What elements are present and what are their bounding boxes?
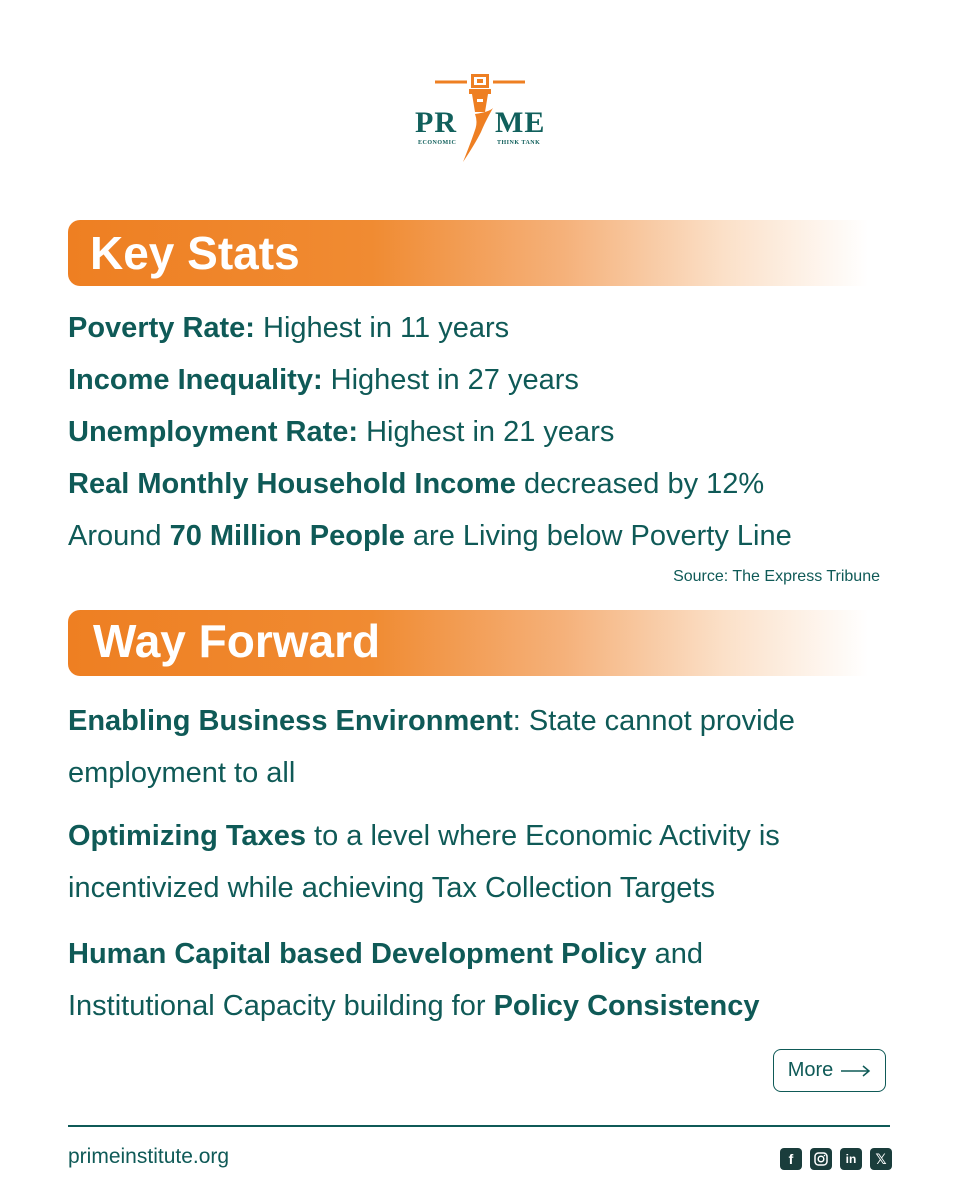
way-forward-point-3-cont xyxy=(68,990,760,1023)
stat-value: Highest in 21 years xyxy=(358,416,615,448)
arrow-right-icon xyxy=(841,1065,871,1077)
stat-text: are Living below Poverty Line xyxy=(404,520,792,552)
stat-label: Poverty Rate: xyxy=(68,312,255,344)
way-forward-banner xyxy=(68,610,868,676)
way-forward-point-1 xyxy=(68,705,795,738)
way-forward-title: Way Forward xyxy=(93,615,381,667)
facebook-icon[interactable]: f xyxy=(780,1148,802,1170)
point-label: Optimizing Taxes xyxy=(68,820,306,852)
prime-logo xyxy=(405,72,555,164)
source-citation: Source: The Express Tribune xyxy=(673,568,880,585)
point-label: Enabling Business Environment xyxy=(68,705,513,737)
linkedin-icon[interactable]: in xyxy=(840,1148,862,1170)
stat-line-poverty-population xyxy=(68,520,792,553)
footer-divider xyxy=(68,1125,890,1127)
stat-value: decreased by 12% xyxy=(515,468,765,500)
stat-line-inequality xyxy=(68,364,579,397)
stat-value: Highest in 27 years xyxy=(322,364,579,396)
stat-line-poverty xyxy=(68,312,509,345)
point-label: Policy Consistency xyxy=(493,990,760,1022)
point-text: and xyxy=(646,938,703,970)
key-stats-title: Key Stats xyxy=(90,227,300,279)
point-label: Human Capital based Development Policy xyxy=(68,938,647,970)
website-link[interactable]: primeinstitute.org xyxy=(68,1145,230,1168)
stat-label: Unemployment Rate: xyxy=(68,416,359,448)
key-stats-banner xyxy=(68,220,868,286)
more-button-label: More xyxy=(787,1059,834,1081)
logo-text-me: ME xyxy=(495,106,546,139)
more-button[interactable] xyxy=(773,1049,886,1092)
stat-label: 70 Million People xyxy=(169,520,405,552)
stat-text: Around xyxy=(68,520,170,552)
point-text: to a level where Economic Activity is xyxy=(305,820,780,852)
stat-label: Income Inequality: xyxy=(68,364,323,396)
x-icon[interactable]: 𝕏 xyxy=(870,1148,892,1170)
stat-line-household-income xyxy=(68,468,764,501)
stat-line-unemployment xyxy=(68,416,614,449)
instagram-icon[interactable] xyxy=(810,1148,832,1170)
way-forward-point-3 xyxy=(68,938,703,971)
point-text: incentivized while achieving Tax Collection Targets xyxy=(68,872,715,904)
point-text: employment to all xyxy=(68,757,296,789)
logo-subtitle-right: THINK TANK xyxy=(497,140,541,146)
way-forward-point-1-cont xyxy=(68,757,295,790)
logo-subtitle-left: ECONOMIC xyxy=(418,140,457,146)
point-text: : State cannot provide xyxy=(512,705,795,737)
stat-label: Real Monthly Household Income xyxy=(68,468,516,500)
way-forward-point-2-cont xyxy=(68,872,715,905)
stat-value: Highest in 11 years xyxy=(254,312,510,344)
point-text: Institutional Capacity building for xyxy=(68,990,494,1022)
way-forward-point-2 xyxy=(68,820,780,853)
logo-text-pr: PR xyxy=(415,106,457,139)
